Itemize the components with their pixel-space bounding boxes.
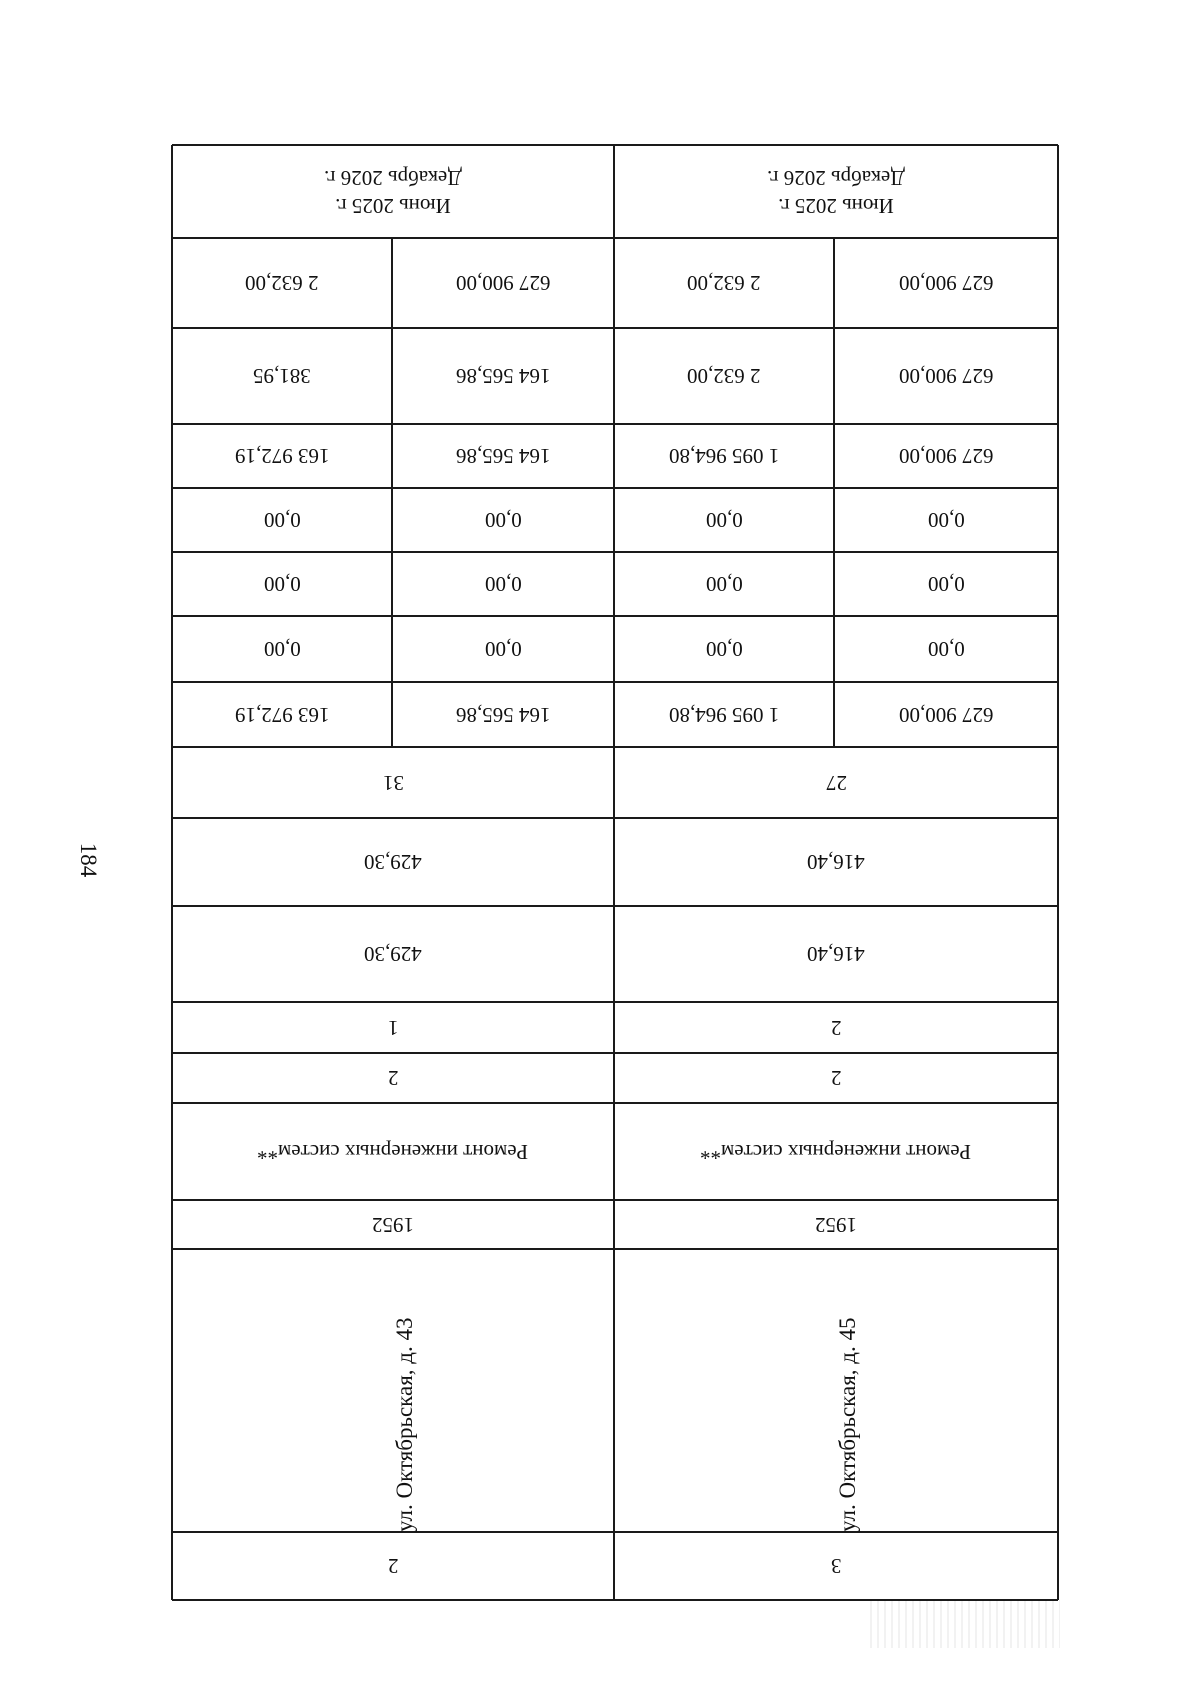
cost-cell: 0,00 [263,637,301,661]
address-cell: ул. Октябрьская, д. 45 [835,1317,860,1532]
period-cell [614,145,1058,238]
cost-cell: 164 565,86 [455,444,551,468]
period-line2: Декабрь 2026 г. [767,165,905,190]
cost-cell: 164 565,86 [455,364,551,388]
cost-cell: 163 972,19 [234,444,330,468]
cost-cell: 0,00 [927,572,965,596]
cost-cell: 164 565,86 [455,702,551,727]
col-a-cell: 2 [387,1066,399,1090]
col-b-cell: 2 [830,1015,842,1040]
cost-cell: 2 632,00 [687,364,761,388]
area-cell: 429,30 [364,942,422,966]
count-cell: 31 [382,770,404,795]
period-line2: Декабрь 2026 г. [324,165,462,190]
area-cell: 416,40 [807,942,865,966]
col-a-cell: 2 [830,1066,842,1090]
period-line1: Июнь 2025 г. [778,193,894,218]
period-line1: Июнь 2025 г. [335,193,451,218]
cost-cell: 2 632,00 [245,271,319,295]
cost-cell: 0,00 [484,572,522,596]
period-cell [172,145,614,238]
area-cell: 429,30 [364,850,422,874]
work-type-cell: Ремонт инженерных систем** [700,1139,972,1164]
cost-cell: 0,00 [705,637,743,661]
cost-cell: 1 095 964,80 [668,702,780,727]
cost-cell: 0,00 [263,572,301,596]
scan-artifact [870,1600,1060,1648]
work-type-cell: Ремонт инженерных систем** [257,1139,529,1164]
cost-cell: 627 900,00 [898,444,994,468]
cost-cell: 0,00 [927,508,965,532]
row-number-cell: 3 [830,1554,842,1578]
cost-cell: 0,00 [484,508,522,532]
cost-cell: 627 900,00 [898,271,994,295]
cost-cell: 0,00 [927,637,965,661]
cost-cell: 1 095 964,80 [668,444,780,468]
cost-cell: 0,00 [705,508,743,532]
page-number: 184 [76,842,101,878]
area-cell: 416,40 [807,850,865,874]
row-number-cell: 2 [387,1554,399,1578]
count-cell: 27 [825,770,847,795]
year-cell: 1952 [372,1212,414,1237]
year-cell: 1952 [815,1212,857,1237]
cost-cell: 0,00 [705,572,743,596]
col-b-cell: 1 [387,1015,399,1040]
cost-cell: 163 972,19 [234,702,330,727]
cost-cell: 0,00 [484,637,522,661]
cost-cell: 0,00 [263,508,301,532]
cost-cell: 627 900,00 [455,271,551,295]
address-cell: ул. Октябрьская, д. 43 [392,1317,417,1532]
cost-cell: 627 900,00 [898,702,994,727]
cost-cell: 2 632,00 [687,271,761,295]
cost-cell: 627 900,00 [898,364,994,388]
cost-cell: 381,95 [253,364,311,388]
